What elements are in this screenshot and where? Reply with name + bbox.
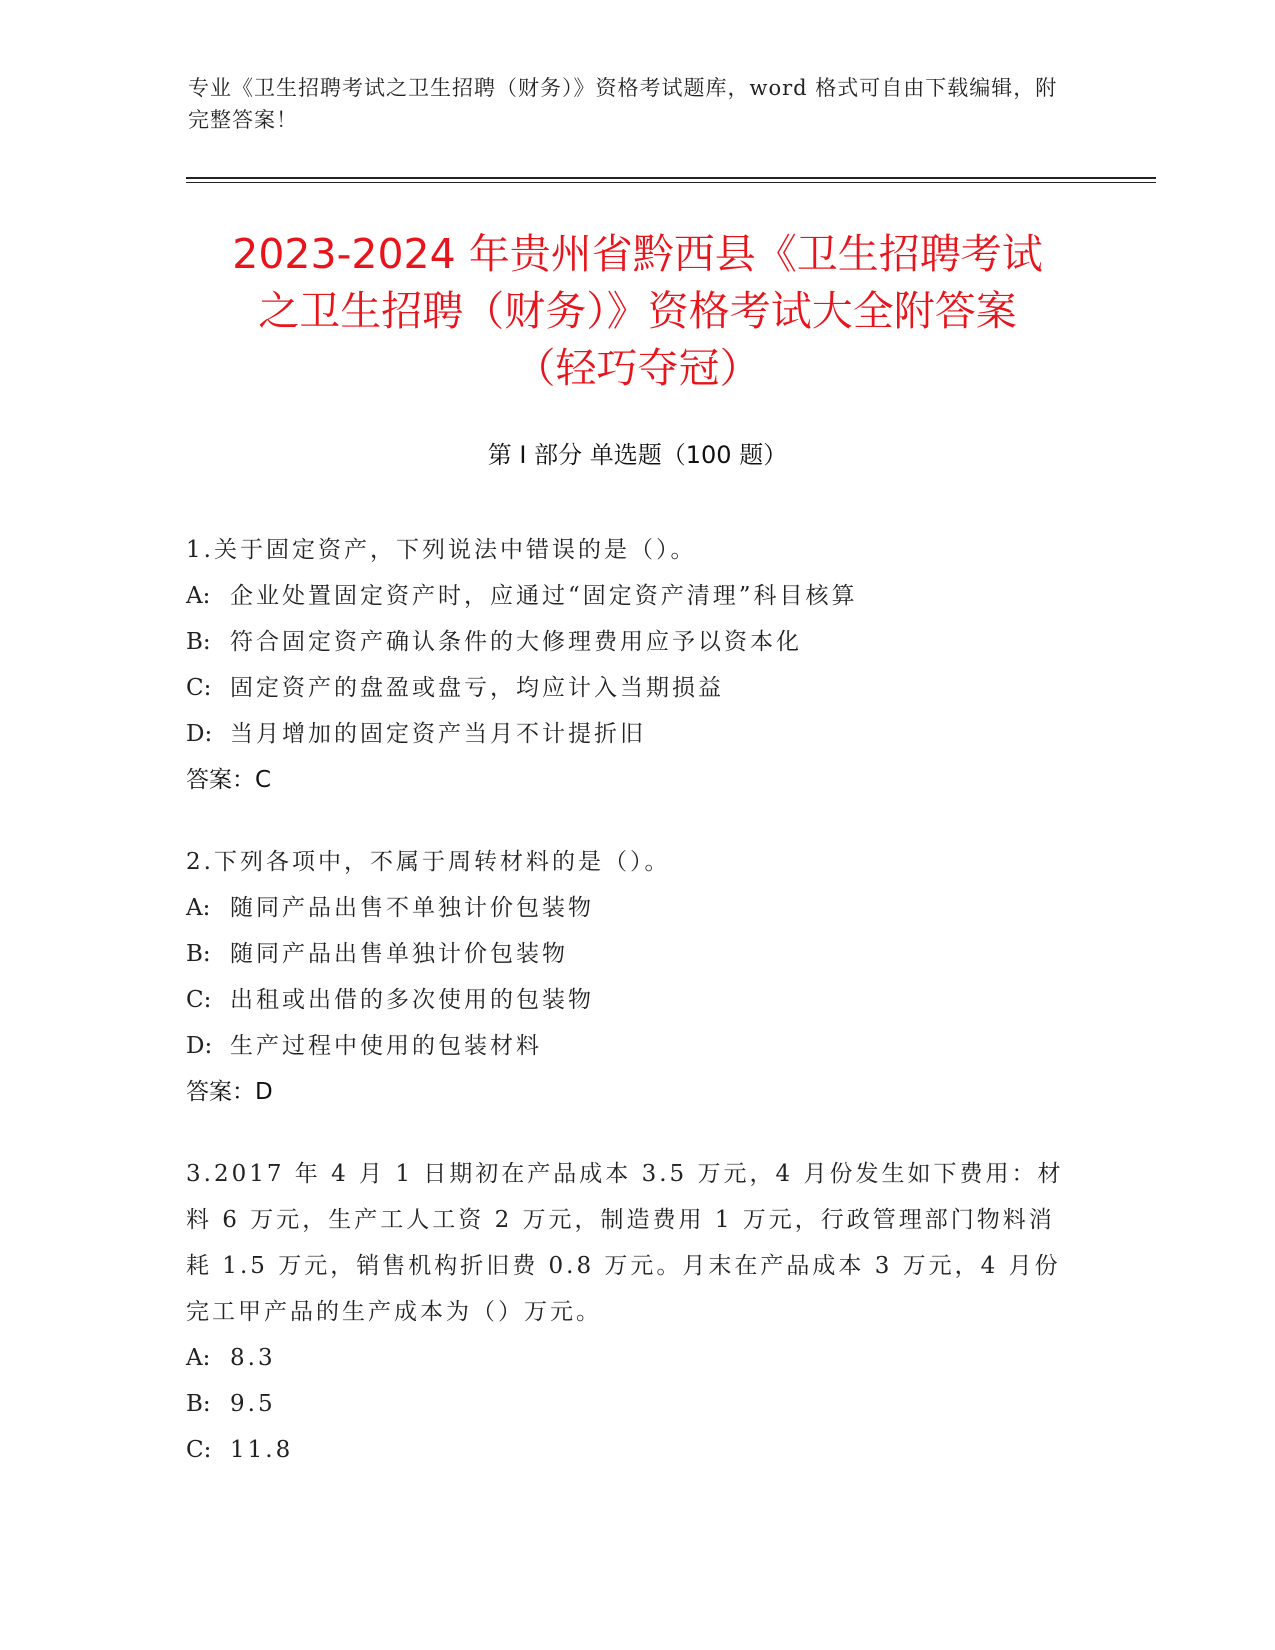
option-letter: B: — [186, 941, 211, 967]
option-text: 生产过程中使用的包装材料 — [230, 1033, 542, 1059]
option-b — [186, 931, 1066, 977]
option-c — [186, 1427, 1066, 1473]
option-c — [186, 977, 1066, 1023]
option-a — [186, 885, 1066, 931]
option-text: 企业处置固定资产时，应通过“固定资产清理”科目核算 — [230, 583, 858, 609]
title-line-2: 之卫生招聘（财务）》资格考试大全附答案 — [258, 287, 1017, 335]
option-text: 符合固定资产确认条件的大修理费用应予以资本化 — [230, 629, 802, 655]
title-line-1: 2023-2024 年贵州省黔西县《卫生招聘考试 — [232, 230, 1043, 278]
header-note: 专业《卫生招聘考试之卫生招聘（财务）》资格考试题库，word 格式可自由下载编辑，附完整答案！ — [188, 76, 1058, 132]
option-letter: D: — [186, 721, 213, 747]
option-text: 随同产品出售不单独计价包装物 — [230, 895, 594, 921]
option-text: 8.3 — [230, 1345, 276, 1371]
option-letter: C: — [186, 987, 212, 1013]
option-letter: B: — [186, 1391, 211, 1417]
option-letter: C: — [186, 675, 212, 701]
question-3 — [186, 1151, 1066, 1473]
option-letter: A: — [186, 583, 211, 609]
title-line-3: （轻巧夺冠） — [514, 344, 761, 392]
question-2 — [186, 839, 1066, 1115]
option-text: 随同产品出售单独计价包装物 — [230, 941, 568, 967]
option-a — [186, 573, 1066, 619]
option-d — [186, 711, 1066, 757]
question-1 — [186, 527, 1066, 803]
option-letter: B: — [186, 629, 211, 655]
answer-line: 答案：C — [186, 767, 272, 793]
option-text: 当月增加的固定资产当月不计提折旧 — [230, 721, 646, 747]
option-text: 固定资产的盘盈或盘亏，均应计入当期损益 — [230, 675, 724, 701]
option-b — [186, 1381, 1066, 1427]
question-stem: 3.2017 年 4 月 1 日期初在产品成本 3.5 万元，4 月份发生如下费用：材料 6 万元，生产工人工资 2 万元，制造费用 1 万元，行政管理部门物料消耗 1.5 万元，销售机构折旧费 0.8 万元。月末在产品成本 3 万元，4 月份完工甲产品的生产成本为（）万元。 — [186, 1161, 1064, 1325]
option-text: 9.5 — [230, 1391, 276, 1417]
section-heading: 第 I 部分 单选题（100 题） — [487, 441, 788, 469]
option-c — [186, 665, 1066, 711]
header-divider-thin — [186, 182, 1156, 183]
question-stem: 2.下列各项中，不属于周转材料的是（）。 — [186, 849, 671, 875]
answer-line: 答案：D — [186, 1079, 273, 1105]
question-list — [186, 527, 1066, 1509]
option-text: 出租或出借的多次使用的包装物 — [230, 987, 594, 1013]
document-title — [120, 226, 1155, 397]
option-b — [186, 619, 1066, 665]
header-divider-thick — [186, 177, 1156, 179]
option-letter: C: — [186, 1437, 212, 1463]
option-letter: A: — [186, 895, 211, 921]
option-text: 11.8 — [230, 1437, 294, 1463]
question-stem: 1.关于固定资产，下列说法中错误的是（）。 — [186, 537, 697, 563]
option-d — [186, 1023, 1066, 1069]
option-a — [186, 1335, 1066, 1381]
option-letter: D: — [186, 1033, 213, 1059]
option-letter: A: — [186, 1345, 211, 1371]
